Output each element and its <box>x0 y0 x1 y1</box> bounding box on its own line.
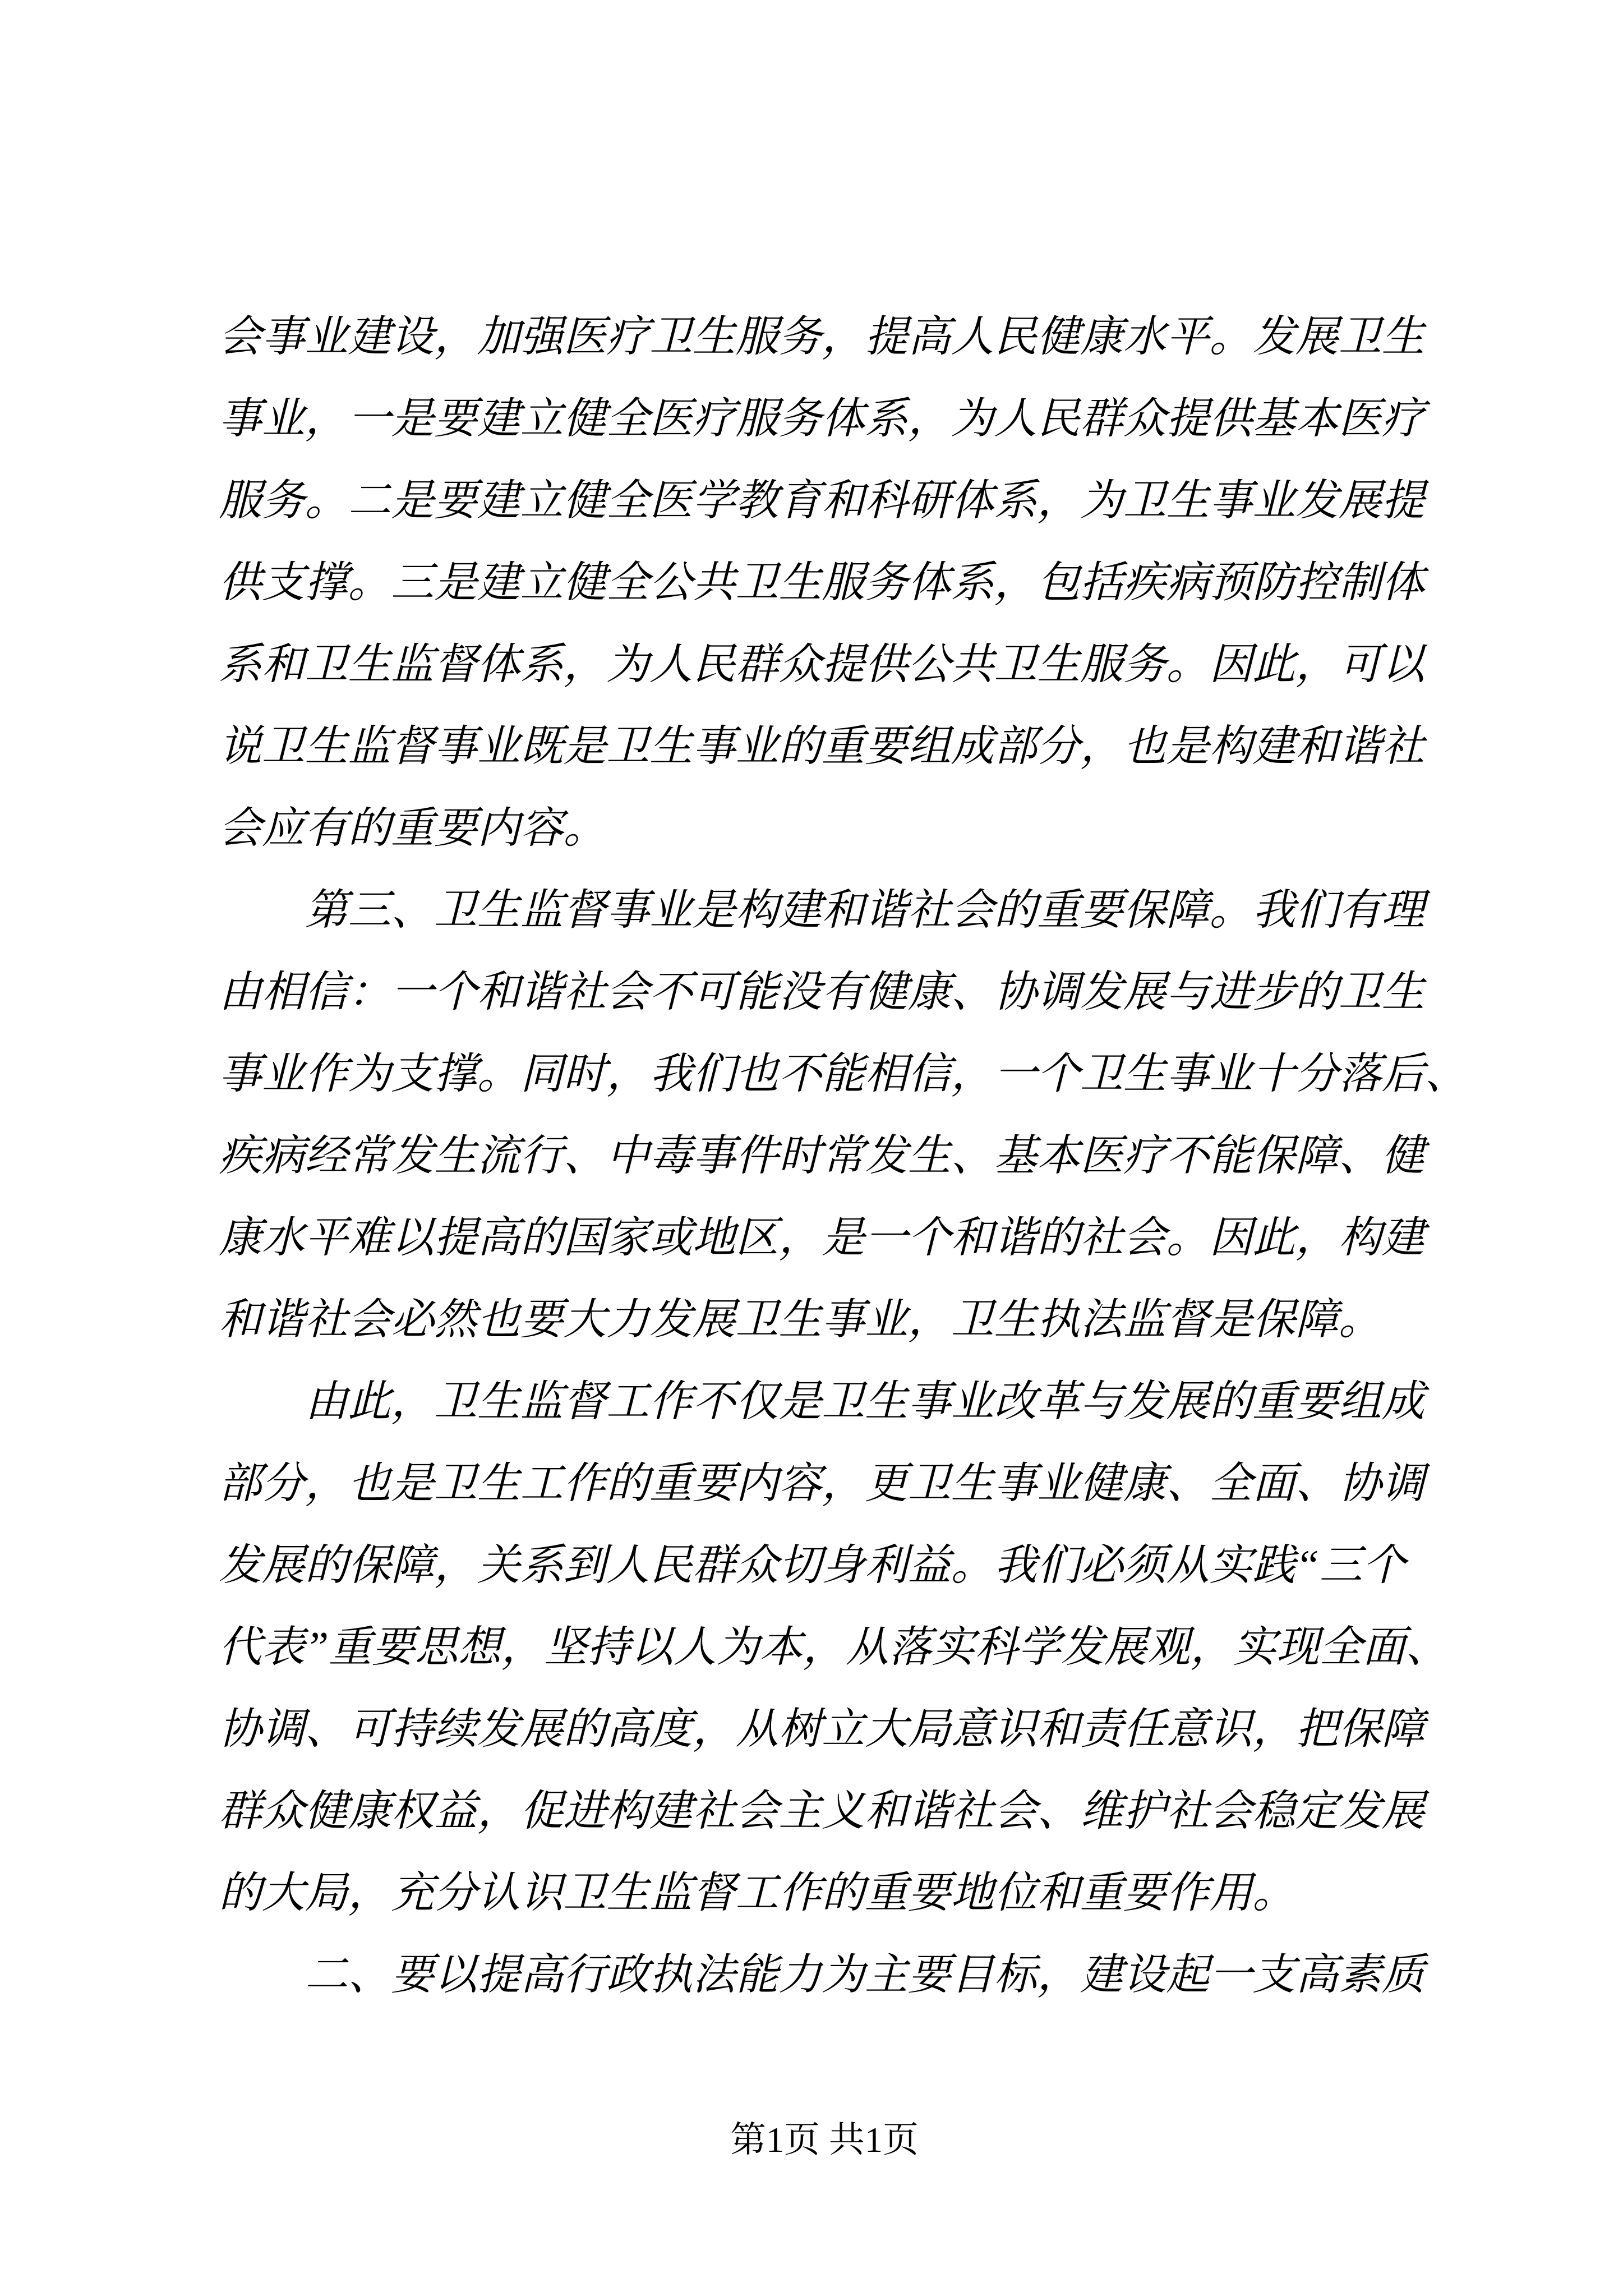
text-line: 会应有的重要内容。 <box>219 804 607 852</box>
text-line: 群众健康权益，促进构建社会主义和谐社会、维护社会稳定发展 <box>219 1787 1425 1835</box>
text-line: 协调、可持续发展的高度，从树立大局意识和责任意识，把保障 <box>219 1705 1425 1753</box>
text-line: 和谐社会必然也要大力发展卫生事业，卫生执法监督是保障。 <box>219 1296 1382 1343</box>
page-number-label: 第1页 共1页 <box>730 2120 919 2160</box>
text-line: 第三、卫生监督事业是构建和谐社会的重要保障。我们有理 <box>305 886 1425 934</box>
text-line: 发展的保障，关系到人民群众切身利益。我们必须从实践“三个 <box>219 1542 1406 1589</box>
text-line: 疾病经常发生流行、中毒事件时常发生、基本医疗不能保障、健 <box>219 1132 1425 1180</box>
text-line: 由相信：一个和谐社会不可能没有健康、协调发展与进步的卫生 <box>219 968 1425 1016</box>
text-line: 系和卫生监督体系，为人民群众提供公共卫生服务。因此，可以 <box>219 641 1425 688</box>
text-line: 的大局，充分认识卫生监督工作的重要地位和重要作用。 <box>219 1869 1295 1917</box>
page-number-footer <box>219 2116 1430 2164</box>
text-line: 服务。二是要建立健全医学教育和科研体系，为卫生事业发展提 <box>219 477 1425 524</box>
text-line: 由此，卫生监督工作不仅是卫生事业改革与发展的重要组成 <box>305 1378 1425 1425</box>
document-body-text <box>219 296 1468 2016</box>
text-line: 二、要以提高行政执法能力为主要目标，建设起一支高素质 <box>305 1951 1425 1999</box>
text-line: 部分，也是卫生工作的重要内容，更卫生事业健康、全面、协调 <box>219 1460 1425 1507</box>
text-line: 事业作为支撑。同时，我们也不能相信，一个卫生事业十分落后、 <box>219 1050 1468 1098</box>
text-line: 说卫生监督事业既是卫生事业的重要组成部分，也是构建和谐社 <box>219 723 1425 770</box>
text-line: 康水平难以提高的国家或地区，是一个和谐的社会。因此，构建 <box>219 1214 1425 1262</box>
text-line: 事业，一是要建立健全医疗服务体系，为人民群众提供基本医疗 <box>219 395 1425 443</box>
text-line: 供支撑。三是建立健全公共卫生服务体系，包括疾病预防控制体 <box>219 559 1425 606</box>
text-line: 会事业建设，加强医疗卫生服务，提高人民健康水平。发展卫生 <box>219 313 1425 361</box>
text-line: 代表”重要思想，坚持以人为本，从落实科学发展观，实现全面、 <box>219 1623 1449 1671</box>
